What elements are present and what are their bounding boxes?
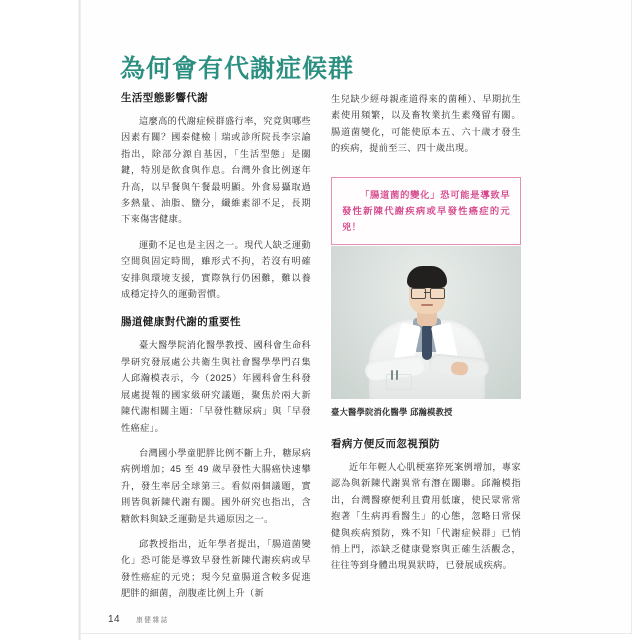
- photo-figure: [331, 246, 521, 418]
- page-content: [81, 5, 632, 634]
- hair-shape: [407, 266, 447, 288]
- paragraph: 邱教授指出，近年學者提出，「腸道菌變化」恐可能是導致早發性新陳代謝疾病或早發性癌症的元兇；現今兒童腸道含較多促進肥胖的細菌，剖腹產比例上升（新: [121, 538, 311, 599]
- pullquote-callout: [331, 177, 521, 245]
- mouth-shape: [421, 304, 433, 306]
- doctor-portrait-photo: [331, 246, 521, 399]
- paragraph: 近年年輕人心肌梗塞猝死案例增加，專家認為與新陳代謝異常有潛在關聯。邱瀚模指出，台灣醫療便利且費用低廉，使民眾常常抱著「生病再看醫生」的心態，忽略日常保健與疾病預防，殊不知「代謝症候群」已悄悄上門，添缺乏健康覺察與正確生活觀念，往往等到身體出現異狀時，已發展成疾病。: [331, 462, 521, 571]
- eyeglass-bridge: [424, 292, 430, 293]
- section-heading-lifestyle: 生活型態影響代謝: [121, 92, 209, 104]
- section-heading-prevention: 看病方便反而忽視預防: [331, 438, 440, 450]
- necktie-shape: [422, 326, 432, 360]
- photo-caption: 臺大醫學院消化醫學 邱瀚模教授: [331, 407, 453, 417]
- magazine-name: 康健雜誌: [136, 617, 169, 624]
- right-column-top: [331, 91, 521, 166]
- hand-shape: [450, 361, 468, 376]
- eyeglass-lens-left: [411, 288, 426, 299]
- page-outer-gutter: [0, 0, 78, 640]
- left-column: [121, 91, 311, 611]
- paragraph: 這麼高的代謝症候群盛行率，究竟與哪些因素有關？國泰健檢｜瑞或診所院長李宗諭指出，除部分源自基因，「生活型態」是關鍵，特別是飲食與作息。台灣外食比例逐年升高，以早餐與午餐最明顯。外食易攝取過多熱量、油脂、鹽分，纖維素卻不足，長期下來傷害健康。: [121, 116, 311, 225]
- page-number: 14: [108, 614, 121, 625]
- page-footer: [108, 614, 169, 625]
- paragraph: 生兒缺少經母親產道得來的菌種）、早期抗生素使用頻繁，以及畜牧業抗生素殘留有關。腸道菌變化，可能使原本五、六十歲才發生的疾病，提前至三、四十歲出現。: [331, 94, 521, 154]
- section-heading-gut-health: 腸道健康對代謝的重要性: [121, 316, 241, 329]
- paragraph: 台灣國小學童肥胖比例不斷上升，糖尿病病例增加；45 至 49 歲早發性大腸癌快速攀升，發生率居全球第三。看似兩個議題，實則皆與新陳代謝有關。國外研究也指出，含糖飲料與缺乏運動是共通原因之一。: [121, 447, 311, 524]
- right-column-bottom: [331, 437, 521, 583]
- paragraph: 臺大醫學院消化醫學教授、國科會生命科學研究發展處公共衛生與社會醫學學門召集人邱瀚模表示，今（2025）年國科會生科發展處提報的國家級研究議題，聚焦於兩大新陳代謝相關主題：「早發性糖尿病」與「早發性癌症」。: [121, 340, 311, 433]
- page-title: 為何會有代謝症候群: [120, 54, 355, 83]
- coat-pocket: [386, 374, 412, 390]
- eyeglass-lens-right: [430, 288, 445, 299]
- pullquote-text: 「腸道菌的變化」恐可能是導致早發性新陳代謝疾病或早發性癌症的元兇！: [342, 190, 510, 232]
- paragraph: 運動不足也是主因之一。現代人缺乏運動空間與固定時間，雖形式不拘，若沒有明確安排與環境支援，實際執行仍困難，難以養成穩定持久的運動習慣。: [121, 239, 311, 300]
